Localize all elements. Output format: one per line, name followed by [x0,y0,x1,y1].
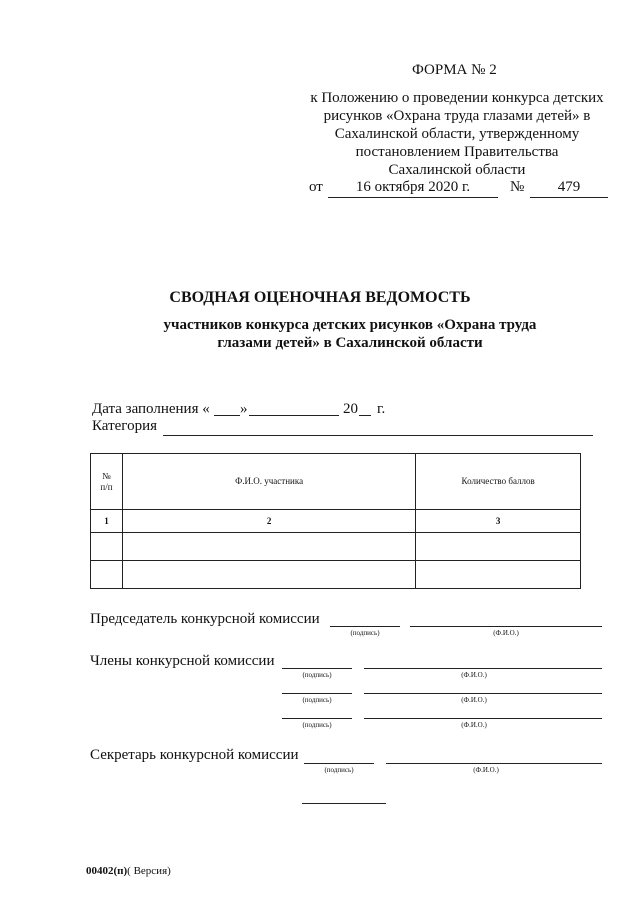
number-label: № [510,179,525,195]
header-line-2: рисунков «Охрана труда глазами детей» в [323,108,591,124]
member-3-fio-line [364,718,602,719]
header-num [91,454,123,510]
member-2-signature-line [282,693,352,694]
member-1-fio-line [364,668,602,669]
header-line-1: к Положению о проведении конкурса детских [310,90,604,106]
header-score: Количество баллов [416,454,581,510]
table-cell[interactable] [91,561,123,589]
index-cell-1: 1 [91,510,123,533]
fill-date-mid: » [240,401,248,417]
secretary-label: Секретарь конкурсной комиссии [90,747,299,763]
table-cell[interactable] [416,533,581,561]
score-table [90,453,581,589]
secretary-signature-hint: (подпись) [324,766,354,774]
member-2-signature-hint: (подпись) [302,696,332,704]
header-num-line2: п/п [100,481,113,492]
chairman-signature-hint: (подпись) [350,629,380,637]
header-line-5: Сахалинской области [388,162,526,178]
category-blank [163,419,593,436]
closing-rule [302,803,386,804]
secretary-fio-line [386,763,602,764]
chairman-fio-line [410,626,602,627]
fill-year-suffix: г. [377,401,386,417]
member-2-fio-hint: (Ф.И.О.) [461,696,487,704]
header-participant: Ф.И.О. участника [122,454,415,510]
member-1-signature-hint: (подпись) [302,671,332,679]
table-index-row [91,510,581,533]
fill-month-blank [249,399,339,416]
chairman-fio-hint: (Ф.И.О.) [493,629,519,637]
footer-code [86,864,171,878]
document-subtitle-2: глазами детей» в Сахалинской области [217,335,483,351]
category-label: Категория [92,418,157,434]
header-line-4: постановлением Правительства [355,144,559,160]
fill-day-blank [214,399,240,416]
secretary-fio-hint: (Ф.И.О.) [473,766,499,774]
footer-code-number: 00402(п) [86,865,128,877]
footer-version: ( Версия) [127,865,171,877]
from-label: от [309,179,323,195]
secretary-signature-line [304,763,374,764]
member-2-fio-line [364,693,602,694]
document-subtitle-1: участников конкурса детских рисунков «Охрана труда [163,317,537,333]
table-cell[interactable] [91,533,123,561]
header-num-line1: № [102,470,111,481]
header-line-3: Сахалинской области, утвержденному [334,126,580,142]
table-row [91,533,581,561]
chairman-label: Председатель конкурсной комиссии [90,611,320,627]
table-cell[interactable] [416,561,581,589]
member-3-signature-hint: (подпись) [302,721,332,729]
index-cell-2: 2 [122,510,415,533]
fill-year-blank [359,399,371,416]
decree-date: 16 октября 2020 г. [328,177,498,198]
table-cell[interactable] [122,561,415,589]
table-row [91,561,581,589]
fill-date-prefix: Дата заполнения « [92,401,210,417]
member-3-fio-hint: (Ф.И.О.) [461,721,487,729]
index-cell-3: 3 [416,510,581,533]
member-1-fio-hint: (Ф.И.О.) [461,671,487,679]
member-1-signature-line [282,668,352,669]
form-number: ФОРМА № 2 [412,62,497,78]
document-title: СВОДНАЯ ОЦЕНОЧНАЯ ВЕДОМОСТЬ [169,289,471,306]
members-label: Члены конкурсной комиссии [90,653,275,669]
member-3-signature-line [282,718,352,719]
chairman-signature-line [330,626,400,627]
table-header-row [91,454,581,510]
fill-year-prefix: 20 [343,401,358,417]
decree-number: 479 [530,177,608,198]
table-cell[interactable] [122,533,415,561]
